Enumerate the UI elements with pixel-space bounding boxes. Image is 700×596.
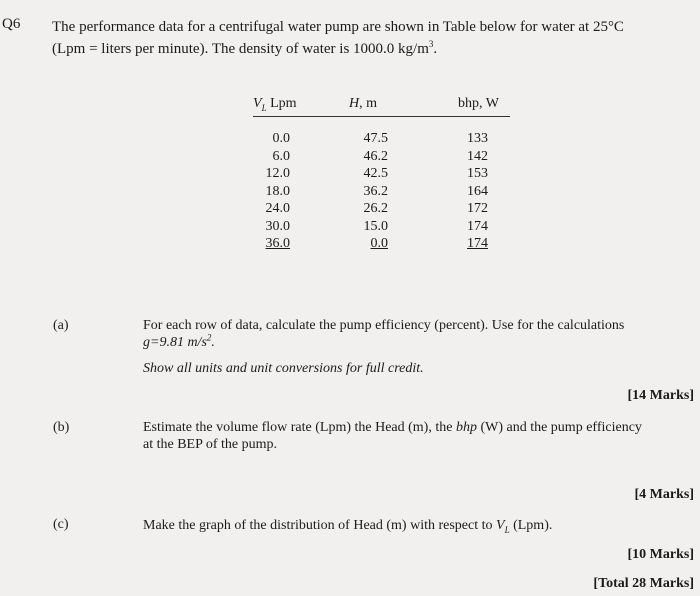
part-a-text: For each row of data, calculate the pump efficiency (percent). Use for the calculations g=9.81 $m/s^2$. Show all units and unit conversions for full credit.: [143, 318, 625, 376]
cell-bhp: 164: [467, 183, 488, 199]
cell-head: 15.0: [363, 218, 388, 234]
pump-data-table: [245, 96, 510, 251]
header-rule: [253, 116, 510, 117]
part-c-marks: [10 Marks]: [627, 547, 694, 562]
question-intro: [52, 16, 692, 60]
table-row: [245, 218, 510, 236]
table-row: [245, 183, 510, 201]
cell-head: 42.5: [363, 166, 388, 181]
table-body: [245, 130, 510, 253]
cell-bhp: 174: [467, 236, 488, 251]
cell-flow-rate: 36.0: [265, 236, 290, 251]
part-a-note: Show all units and unit conversions for full credit.: [143, 361, 424, 376]
part-c-label: (c): [53, 517, 69, 532]
cell-flow-rate: 12.0: [265, 166, 290, 181]
cell-flow-rate: 0.0: [272, 131, 290, 146]
cell-flow-rate: 18.0: [265, 183, 290, 199]
part-b-text: Estimate the volume flow rate (Lpm) the Head (m), the bhp (W) and the pump efficiency at the BEP of the pump.: [143, 420, 642, 452]
cell-flow-rate: 30.0: [265, 218, 290, 234]
header-bhp: bhp, W: [458, 96, 499, 111]
cell-head: 47.5: [363, 131, 388, 146]
cell-head: 0.0: [370, 236, 388, 251]
cell-head: 36.2: [363, 183, 388, 199]
part-a-label: (a): [53, 318, 69, 333]
header-head: H, m: [349, 96, 378, 111]
table-row: [245, 130, 510, 148]
cell-head: 26.2: [363, 201, 388, 216]
part-b-label: (b): [53, 420, 70, 435]
table-row: [245, 200, 510, 218]
cell-head: 46.2: [363, 148, 388, 164]
total-marks: [Total 28 Marks]: [593, 576, 694, 591]
intro-line-2: (Lpm = liters per minute). The density of water is 1000.0 $kg/m^3$.: [52, 39, 438, 57]
header-flow-rate: $V_L$ Lpm: [253, 96, 297, 113]
cell-bhp: 153: [467, 166, 488, 181]
question-number: Q6: [2, 16, 21, 32]
table-row: [245, 148, 510, 166]
cell-bhp: 172: [467, 201, 488, 216]
part-b-marks: [4 Marks]: [634, 487, 694, 502]
table-row: [245, 165, 510, 183]
cell-bhp: 142: [467, 148, 488, 164]
intro-line-1: The performance data for a centrifugal water pump are shown in Table below for water at 25°C: [52, 19, 624, 35]
cell-flow-rate: 6.0: [272, 148, 290, 164]
part-a-marks: [14 Marks]: [627, 388, 694, 403]
part-c-text: Make the graph of the distribution of Head (m) with respect to $V_L$ (Lpm).: [143, 518, 553, 535]
cell-flow-rate: 24.0: [265, 201, 290, 216]
cell-bhp: 133: [467, 131, 488, 146]
table-row: [245, 235, 510, 253]
table-header: [245, 96, 510, 116]
cell-bhp: 174: [467, 218, 488, 234]
